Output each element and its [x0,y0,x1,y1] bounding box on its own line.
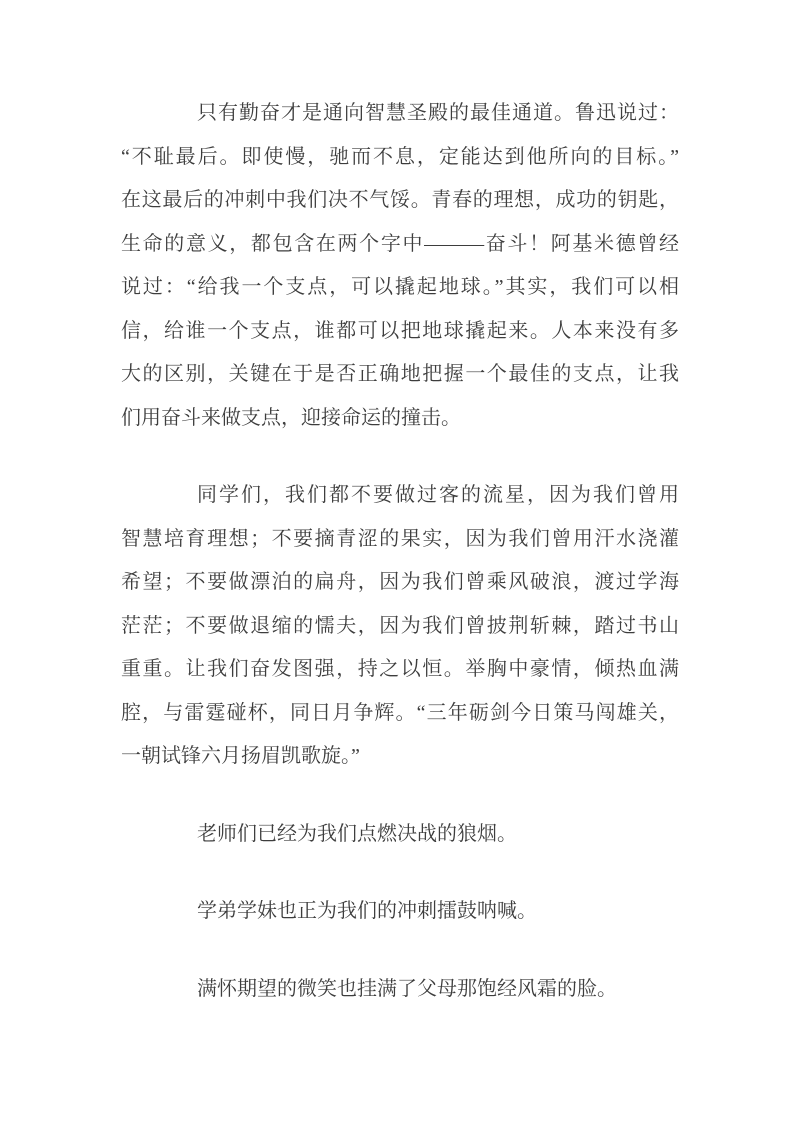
paragraph-1 [121,92,679,440]
text-line: 满怀期望的微笑也挂满了父母那饱经风霜的脸。 [197,977,617,1000]
text-line: 智慧培育理想；不要摘青涩的果实，因为我们曾用汗水浇灌 [121,527,679,550]
text-line: 们用奋斗来做支点，迎接命运的撞击。 [121,406,461,429]
paragraph-3 [121,813,679,857]
text-line: 说过：“给我一个支点，可以撬起地球。”其实，我们可以相 [121,276,679,298]
text-line: 学弟学妹也正为我们的冲刺擂鼓呐喊。 [197,900,537,922]
paragraph-5 [121,968,679,1012]
document-body [121,92,679,1011]
paragraph-4 [121,890,679,934]
text-line: 一朝试锋六月扬眉凯歌旋。” [121,745,360,767]
text-line: “不耻最后。即使慢，驰而不息，定能达到他所向的目标。” [121,145,679,168]
text-line: 在这最后的冲刺中我们决不气馁。青春的理想，成功的钥匙， [121,189,679,211]
text-line: 腔，与雷霆碰杯，同日月争辉。“三年砺剑今日策马闯雄关， [121,701,679,724]
text-line: 希望；不要做漂泊的扁舟，因为我们曾乘风破浪，渡过学海 [121,571,679,593]
text-line: 重重。让我们奋发图强，持之以恒。举胸中豪情，倾热血满 [121,658,679,680]
text-line: 老师们已经为我们点燃决战的狼烟。 [197,822,517,845]
text-line: 只有勤奋才是通向智慧圣殿的最佳通道。鲁迅说过： [197,102,679,124]
paragraph-2 [121,474,679,779]
text-line: 大的区别，关键在于是否正确地把握一个最佳的支点，让我 [121,363,679,385]
text-line: 生命的意义，都包含在两个字中———奋斗！阿基米德曾经 [121,232,679,255]
text-line: 同学们，我们都不要做过客的流星，因为我们曾用 [197,484,679,506]
text-line: 信，给谁一个支点，谁都可以把地球撬起来。人本来没有多 [121,319,679,342]
text-line: 茫茫；不要做退缩的懦夫，因为我们曾披荆斩棘，踏过书山 [121,614,679,637]
